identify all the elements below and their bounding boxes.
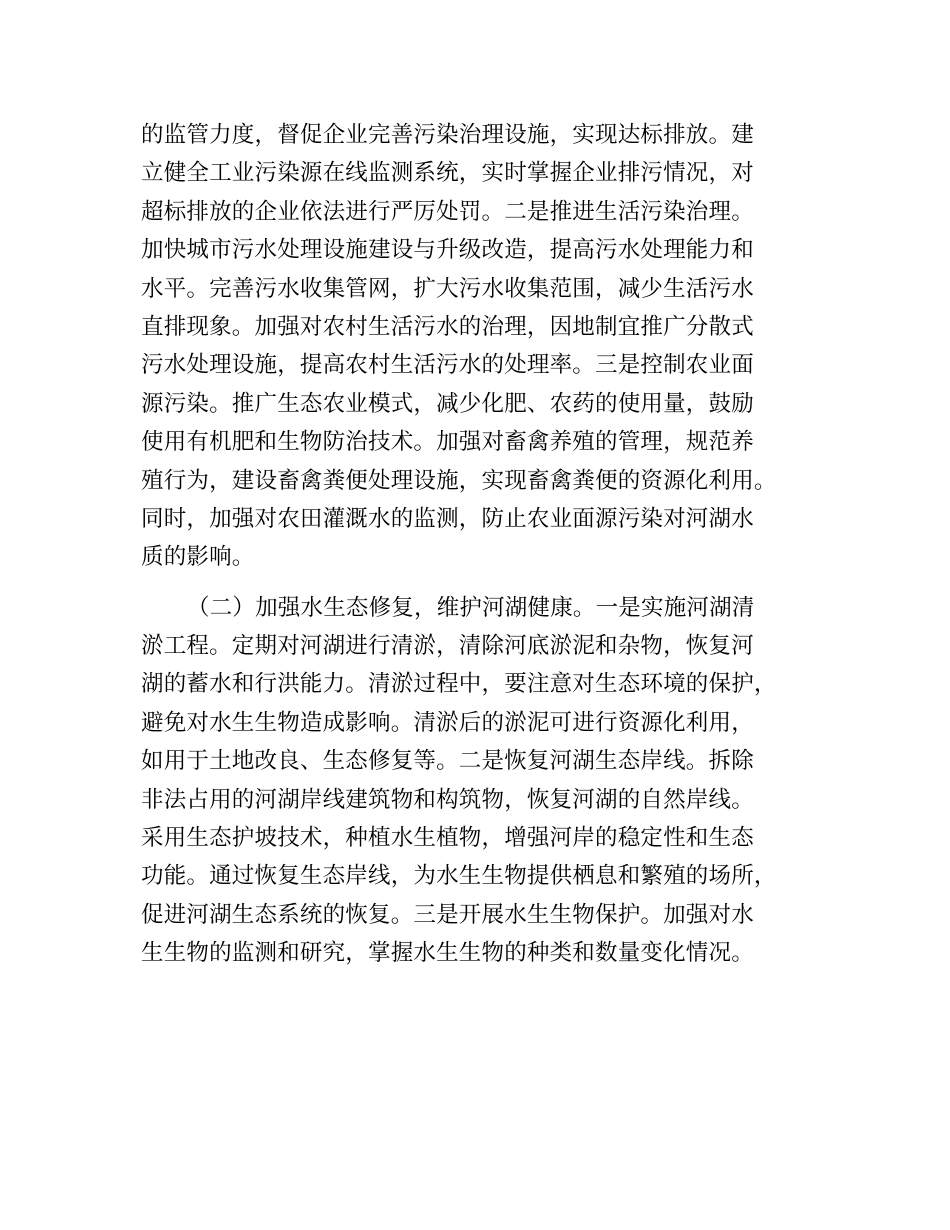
- text-line: 污水处理设施，提高农村生活污水的处理率。三是控制农业面: [141, 352, 754, 379]
- text-line: 立健全工业污染源在线监测系统，实时掌握企业排污情况，对: [141, 160, 754, 187]
- text-line: 采用生态护坡技术，种植水生植物，增强河岸的稳定性和生态: [141, 825, 754, 852]
- text-line: 生生物的监测和研究，掌握水生生物的种类和数量变化情况。: [141, 940, 754, 967]
- body-text: [141, 116, 841, 973]
- text-line: 水平。完善污水收集管网，扩大污水收集范围，减少生活污水: [141, 275, 754, 302]
- paragraph-2: [141, 589, 841, 973]
- text-line: 加快城市污水处理设施建设与升级改造，提高污水处理能力和: [141, 237, 754, 264]
- text-line: 的监管力度，督促企业完善污染治理设施，实现达标排放。建: [141, 122, 754, 148]
- text-line: 直排现象。加强对农村生活污水的治理，因地制宜推广分散式: [141, 313, 754, 340]
- text-line: 湖的蓄水和行洪能力。清淤过程中，要注意对生态环境的保护，: [141, 671, 777, 698]
- text-line: 非法占用的河湖岸线建筑物和构筑物，恢复河湖的自然岸线。: [141, 786, 754, 813]
- paragraph-spacer: [141, 577, 841, 589]
- text-line-indented: （二）加强水生态修复，维护河湖健康。一是实施河湖清: [187, 594, 755, 621]
- text-line: 促进河湖生态系统的恢复。三是开展水生生物保护。加强对水: [141, 901, 754, 928]
- text-line: 同时，加强对农田灌溉水的监测，防止农业面源污染对河湖水: [141, 505, 754, 532]
- text-line: 功能。通过恢复生态岸线，为水生生物提供栖息和繁殖的场所，: [141, 863, 777, 890]
- text-line: 如用于土地改良、生态修复等。二是恢复河湖生态岸线。拆除: [141, 748, 754, 775]
- text-line: 源污染。推广生态农业模式，减少化肥、农药的使用量，鼓励: [141, 390, 754, 417]
- text-line: 超标排放的企业依法进行严厉处罚。二是推进生活污染治理。: [141, 198, 754, 225]
- paragraph-1: [141, 116, 841, 577]
- text-line: 淤工程。定期对河湖进行清淤，清除河底淤泥和杂物，恢复河: [141, 633, 754, 660]
- text-line: 殖行为，建设畜禽粪便处理设施，实现畜禽粪便的资源化利用。: [141, 467, 777, 494]
- text-line: 使用有机肥和生物防治技术。加强对畜禽养殖的管理，规范养: [141, 429, 754, 456]
- text-line: 质的影响。: [141, 544, 255, 571]
- text-line: 避免对水生生物造成影响。清淤后的淤泥可进行资源化利用，: [141, 709, 754, 736]
